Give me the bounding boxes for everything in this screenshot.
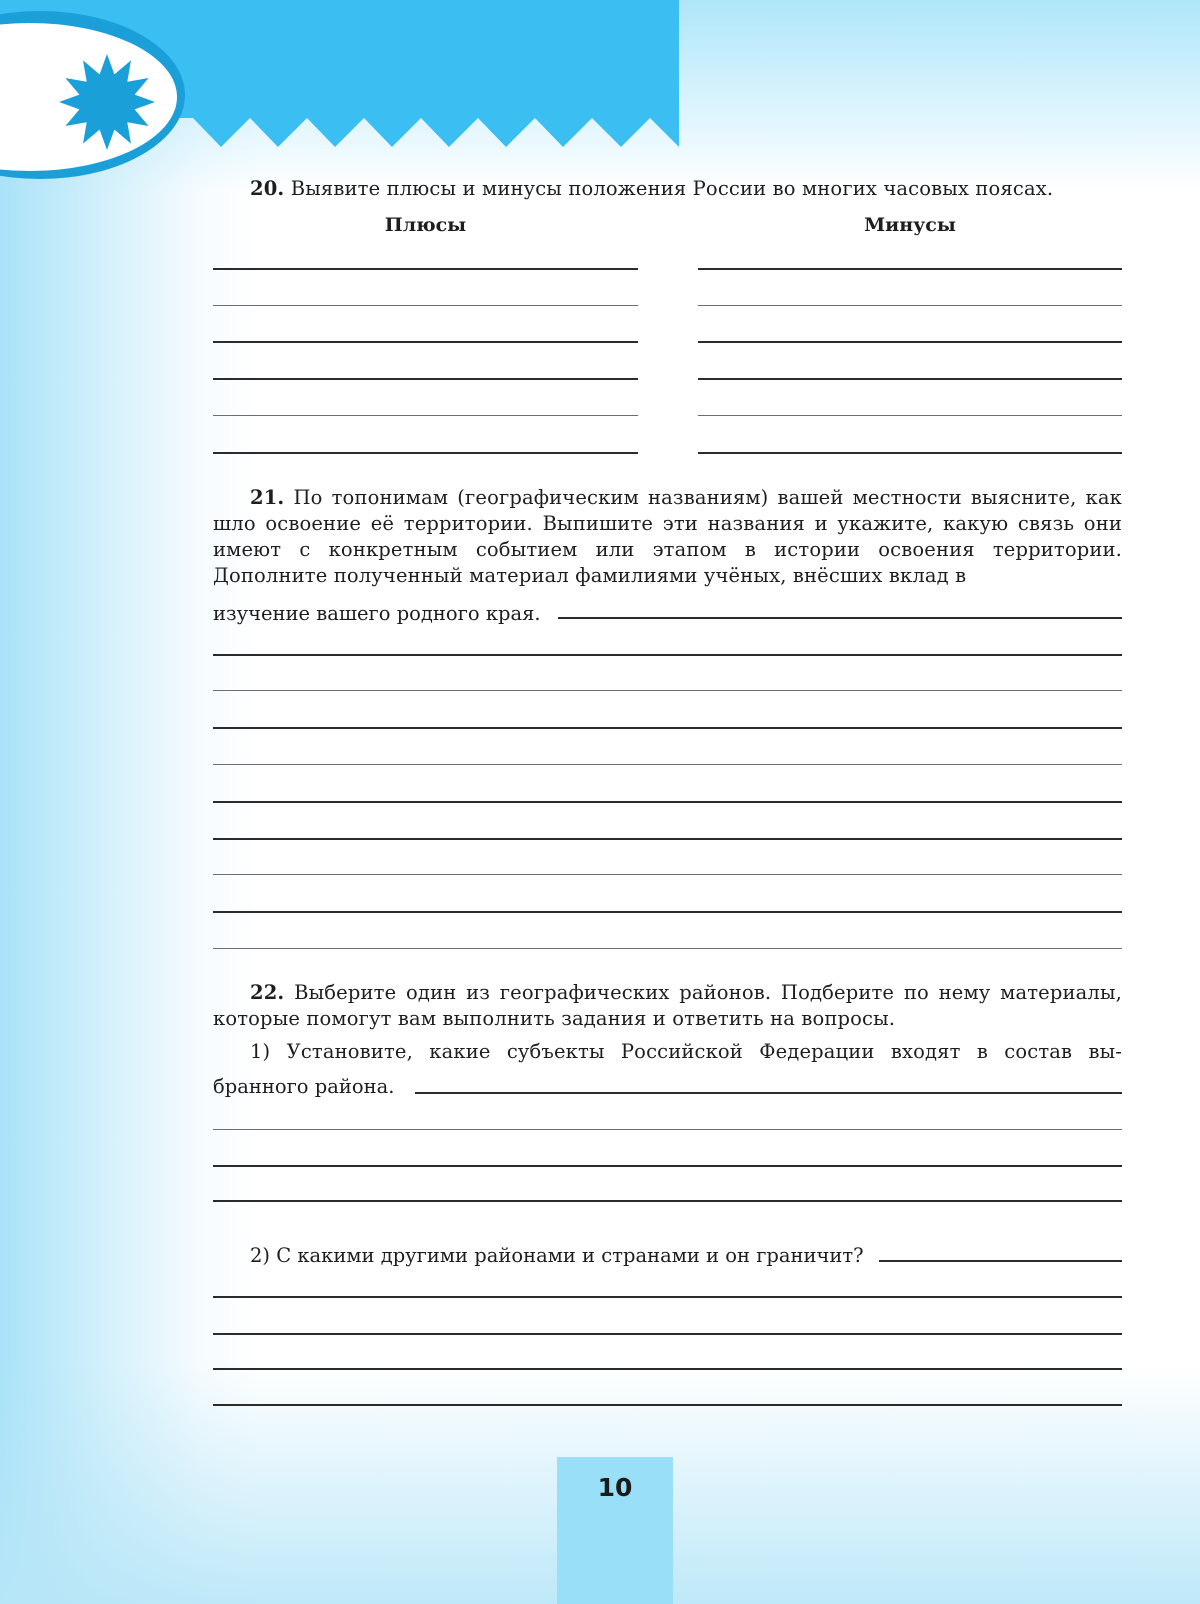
task-21-last-line: изучение вашего родного края. xyxy=(213,602,541,625)
task-20-prompt xyxy=(213,176,1122,202)
answer-line[interactable] xyxy=(698,378,1122,380)
answer-line[interactable] xyxy=(213,1129,1122,1130)
task-22-prompt xyxy=(213,980,1122,1032)
answer-line[interactable] xyxy=(698,305,1122,306)
answer-line[interactable] xyxy=(213,415,638,416)
answer-line[interactable] xyxy=(558,617,1122,619)
answer-line[interactable] xyxy=(415,1092,1122,1094)
page-number-tab xyxy=(557,1457,673,1604)
task-21-number: 21. xyxy=(250,486,285,509)
pluses-heading: Плюсы xyxy=(384,214,467,236)
answer-line[interactable] xyxy=(213,948,1122,949)
answer-line[interactable] xyxy=(213,838,1122,840)
answer-line[interactable] xyxy=(879,1260,1122,1262)
answer-line[interactable] xyxy=(213,1404,1122,1406)
task-20-text: Выявите плюсы и минусы положения России во многих часовых поясах. xyxy=(290,177,1054,200)
task-21-text: По топонимам (географическим названиям) вашей местности выясните, как шло освоение её территории. Выпишите эти названия и укажите, какую связь они имеют с конкретным событием или этапом в истории освоения территории. Дополните полученный материал фамилиями учёных, внёсших вклад в xyxy=(213,486,1122,587)
answer-line[interactable] xyxy=(213,1368,1122,1370)
answer-line[interactable] xyxy=(213,1165,1122,1167)
task-20-number: 20. xyxy=(250,177,285,200)
answer-line[interactable] xyxy=(213,911,1122,913)
answer-line[interactable] xyxy=(698,452,1122,454)
minuses-heading: Минусы xyxy=(864,214,956,236)
task-21-prompt xyxy=(213,485,1122,589)
answer-line[interactable] xyxy=(213,378,638,380)
answer-line[interactable] xyxy=(213,654,1122,656)
answer-line[interactable] xyxy=(213,341,638,343)
answer-line[interactable] xyxy=(213,452,638,454)
answer-line[interactable] xyxy=(213,801,1122,803)
task-22-sub1-prompt: 1) Установите, какие субъекты Российской Федерации входят в состав вы- xyxy=(250,1040,1122,1063)
answer-line[interactable] xyxy=(213,268,638,270)
answer-line[interactable] xyxy=(213,874,1122,875)
answer-line[interactable] xyxy=(698,415,1122,416)
task-22-sub2-prompt: 2) С какими другими районами и странами и он граничит? xyxy=(250,1244,864,1267)
answer-line[interactable] xyxy=(213,727,1122,729)
answer-line[interactable] xyxy=(213,1296,1122,1298)
answer-line[interactable] xyxy=(698,268,1122,270)
answer-line[interactable] xyxy=(213,1333,1122,1335)
answer-line[interactable] xyxy=(213,1200,1122,1202)
task-22-text: Выберите один из географических районов. Подберите по нему материалы, которые помогут вам выполнить задания и ответить на вопросы. xyxy=(213,981,1122,1030)
answer-line[interactable] xyxy=(213,305,638,306)
task-22-number: 22. xyxy=(250,981,285,1004)
task-22-sub1-last-line: бранного района. xyxy=(213,1075,395,1098)
page-number: 10 xyxy=(597,1473,633,1502)
answer-line[interactable] xyxy=(213,764,1122,765)
answer-line[interactable] xyxy=(213,690,1122,691)
answer-line[interactable] xyxy=(698,341,1122,343)
header-decoration xyxy=(0,0,700,200)
